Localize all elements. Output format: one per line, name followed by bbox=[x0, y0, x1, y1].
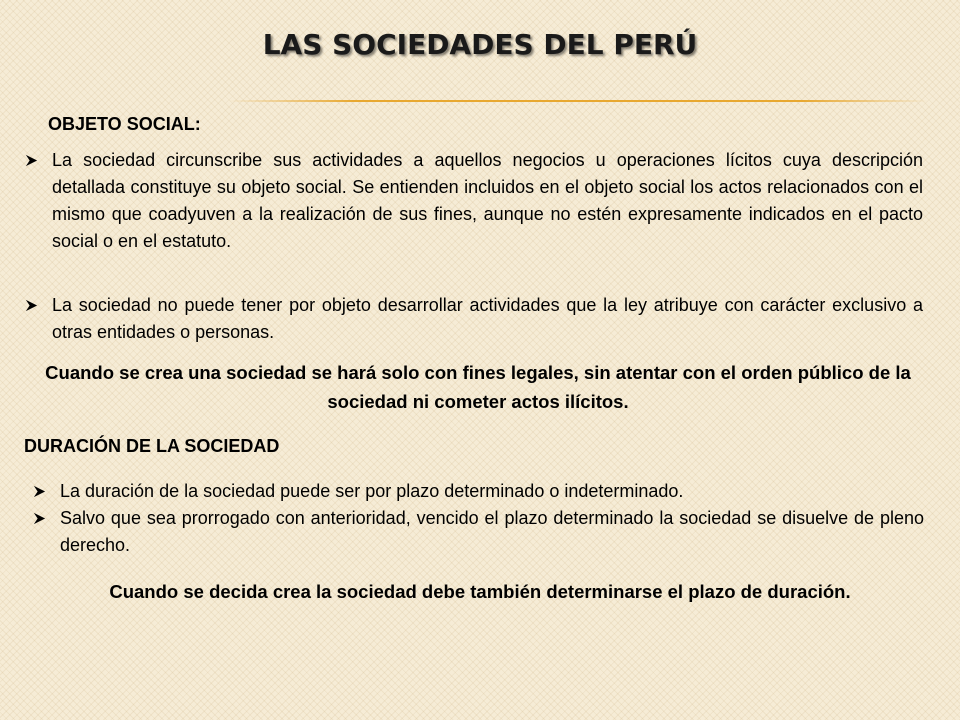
objeto-bullet-item bbox=[24, 147, 923, 255]
arrow-bullet-icon bbox=[24, 292, 42, 319]
duracion-bullet-list bbox=[32, 478, 924, 559]
title-underline bbox=[228, 100, 928, 102]
objeto-bullet-list bbox=[24, 147, 923, 255]
duracion-heading: DURACIÓN DE LA SOCIEDAD bbox=[24, 436, 280, 456]
objeto-bullet-item bbox=[24, 292, 923, 346]
objeto-social-heading: OBJETO SOCIAL: bbox=[48, 114, 201, 134]
duracion-bullet-item bbox=[32, 478, 924, 505]
objeto-bullet-list-2 bbox=[24, 292, 923, 346]
duracion-bullet-text: La duración de la sociedad puede ser por plazo determinado o indeterminado. bbox=[60, 481, 684, 501]
objeto-bullet-text: La sociedad no puede tener por objeto desarrollar actividades que la ley atribuye con carácter exclusivo a otras entidades o personas. bbox=[52, 295, 923, 342]
duracion-bullet-item bbox=[32, 505, 924, 559]
slide-title: LAS SOCIEDADES DEL PERÚ bbox=[262, 28, 698, 61]
objeto-note: Cuando se crea una sociedad se hará solo con fines legales, sin atentar con el orden público de la sociedad ni cometer actos ilícitos. bbox=[45, 362, 911, 412]
duracion-bullet-text: Salvo que sea prorrogado con anterioridad, vencido el plazo determinado la sociedad se disuelve de pleno derecho. bbox=[60, 508, 924, 555]
arrow-bullet-icon bbox=[32, 478, 50, 505]
objeto-bullet-text: La sociedad circunscribe sus actividades a aquellos negocios u operaciones lícitos cuya descripción detallada constituye su objeto social. Se entienden incluidos en el objeto social los actos relacionados con el mismo que coadyuven a la realización de sus fines, aunque no estén expresamente indicados en el pacto social o en el estatuto. bbox=[52, 150, 923, 251]
arrow-bullet-icon bbox=[32, 505, 50, 532]
duracion-note: Cuando se decida crea la sociedad debe también determinarse el plazo de duración. bbox=[109, 581, 851, 602]
arrow-bullet-icon bbox=[24, 147, 42, 174]
